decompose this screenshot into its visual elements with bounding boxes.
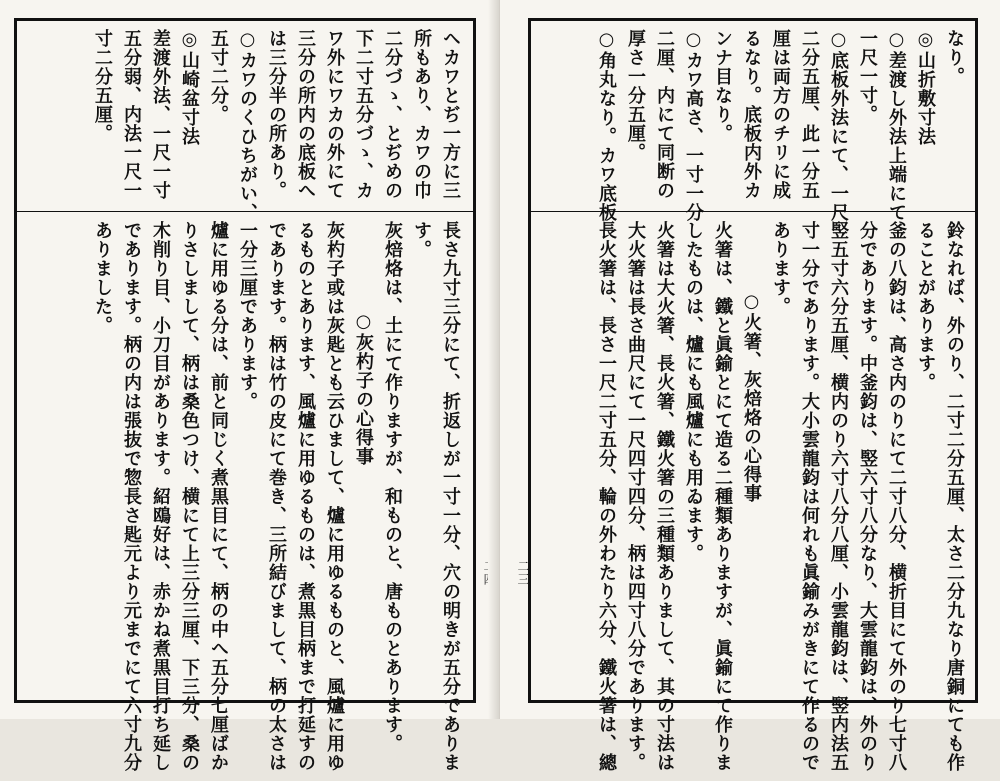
text-line: であります。柄の内は張抜で惣長さ匙元より元までにて六寸九分	[121, 221, 142, 772]
text-line: なり。	[944, 29, 965, 86]
text-line: 差渡外法、一尺一寸	[150, 29, 171, 200]
text-line: 下二寸五分づゝ、カ	[353, 29, 374, 200]
text-line: ワ外にワカの外にて	[324, 29, 345, 200]
text-line: ヘカワとぢ一方に三	[440, 29, 461, 200]
text-line: ○角丸なり。カワ底板	[596, 29, 617, 222]
text-line: 五分弱、内法一尺一	[121, 29, 142, 200]
text-line: ありました。	[92, 221, 113, 335]
text-line: 長さ九寸三分にて、折返しが一寸一分、穴の明きが五分でありま	[440, 221, 461, 772]
heading-line: ○灰杓子の心得事	[353, 311, 374, 466]
text-line: ることがあります。	[915, 221, 936, 392]
text-line: 二厘、内にて同断の	[654, 29, 675, 200]
text-line: 爐に用ゆる分は、前と同じく煮黒目にて、柄の中へ五分七厘ばか	[208, 221, 229, 772]
heading-line: ○火箸、灰焙烙の心得事	[741, 291, 762, 503]
text-line: 灰杓子或は灰匙とも云ひまして、爐に用ゆるものと、風爐に用ゆ	[324, 221, 345, 772]
text-line: ○差渡し外法上端にて	[886, 29, 907, 222]
text-line: 寸一分であります。大小雲龍鈞は何れも眞鍮みがきにて作るので	[799, 221, 820, 772]
text-line: 厘は両方のチリに成	[770, 29, 791, 200]
text-line: は三分半の所あり。	[266, 29, 287, 200]
text-line: したものは、爐にも風爐にも用ゐます。	[683, 221, 704, 563]
text-line: ○カワ高さ、一寸一分	[683, 29, 704, 222]
right-top-text	[531, 29, 975, 222]
text-line: す。	[411, 221, 432, 259]
text-line: るものとあります、風爐に用ゆるものは、煮黒目柄まで打延すの	[295, 221, 316, 772]
text-line: 大火箸は長さ曲尺にて一尺四寸四分、柄は四寸八分であります。	[625, 221, 646, 772]
text-line: 分であります。中釜鈞は、竪六寸八分なり、大雲龍鈞は、外のり	[857, 221, 878, 772]
text-line: 二分づゝ、とぢめの	[382, 29, 403, 200]
section-divider	[531, 211, 975, 212]
text-line: 火箸は、鐵と眞鍮とにて造る二種類ありますが、眞鍮にて作りま	[712, 221, 733, 772]
page-number: 二三	[516, 560, 530, 586]
left-page-frame	[14, 18, 476, 772]
text-line: 鈴なれば、外のり、二寸二分五厘、太さ二分九なり唐銅にても作	[944, 221, 965, 772]
heading-line: ◎山折敷寸法	[915, 29, 936, 146]
text-line: 所もあり、カワの巾	[411, 29, 432, 200]
text-line: ンナ目なり。	[712, 29, 733, 143]
text-line: 五寸二分。	[208, 29, 229, 124]
left-top-text	[17, 29, 473, 222]
text-line: 三分の所内の底板へ	[295, 29, 316, 200]
text-line: あります。	[770, 221, 791, 316]
text-line: りさしまして、柄は桑色つけ、横にて上三分三厘、下三分、桑の	[179, 221, 200, 772]
right-bottom-text	[531, 221, 975, 772]
section-divider	[17, 211, 473, 212]
text-line: 木削り目、小刀目があります。紹鴎好は、赤かね煮黒目打ち延し	[150, 221, 171, 772]
text-line: 長火箸は、長さ一尺二寸五分、輪の外わたり六分、鐵火箸は、總	[596, 221, 617, 772]
text-line: ○カワのくひちがい、	[237, 29, 258, 222]
text-line: 竪五寸六分五厘、横内のり六寸八分八厘、小雲龍鈞は、竪内法五	[828, 221, 849, 772]
text-line: ○底板外法にて、一尺	[828, 29, 849, 222]
text-line: 二分五厘、此一分五	[799, 29, 820, 200]
left-page	[0, 0, 500, 772]
text-line: 一尺一寸。	[857, 29, 878, 124]
text-line: であります。柄は竹の皮にて巻き、三所結びまして、柄の太さは	[266, 221, 287, 772]
text-line: 寸二分五厘。	[92, 29, 113, 143]
text-line: 一分三厘であります。	[237, 221, 258, 411]
text-line: 火箸は大火箸、長火箸、鐵火箸の三種類ありまして、其の寸法は	[654, 221, 675, 772]
text-line: ◎山崎盆寸法	[179, 29, 200, 146]
text-line: 厚さ一分五厘。	[625, 29, 646, 162]
text-line: るなり。底板内外カ	[741, 29, 762, 200]
text-line: 釜の八鈞は、高さ内のりにて二寸八分、横折目にて外のり七寸八	[886, 221, 907, 772]
text-line: 灰焙烙は、土にて作りますが、和ものと、唐ものとあります。	[382, 221, 403, 753]
left-bottom-text	[17, 221, 473, 772]
right-page-frame	[528, 18, 978, 772]
